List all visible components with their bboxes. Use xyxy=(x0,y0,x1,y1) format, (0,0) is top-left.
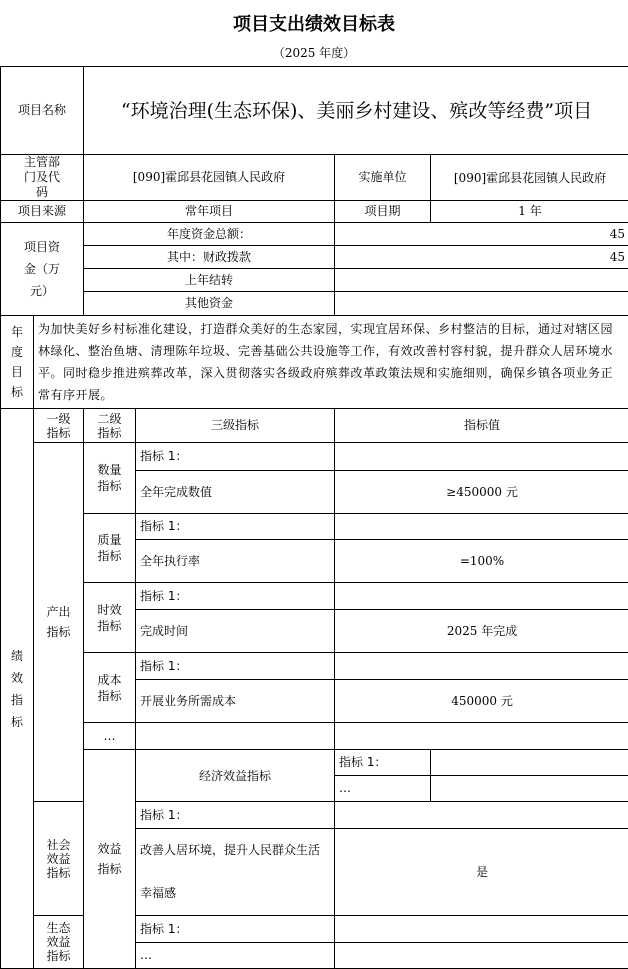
output-ellipsis: … xyxy=(84,723,136,750)
quality-name: 全年执行率 xyxy=(136,540,335,583)
quality-value: =100% xyxy=(335,540,628,583)
page-title: 项目支出绩效目标表 xyxy=(0,10,628,36)
benefit-label: 效益指标 xyxy=(84,750,136,969)
cost-name: 开展业务所需成本 xyxy=(136,680,335,723)
funds-carryover-value xyxy=(335,269,628,292)
ecological-index-value xyxy=(335,916,628,943)
header-value: 指标值 xyxy=(335,409,628,443)
performance-table xyxy=(0,66,628,969)
output-ellipsis-blank xyxy=(136,723,335,750)
quantity-index: 指标 1： xyxy=(136,443,335,471)
ecological-label: 生态效益指标 xyxy=(34,916,84,969)
quality-index: 指标 1： xyxy=(136,514,335,540)
social-value: 是 xyxy=(335,829,628,916)
goal-text: 为加快美好乡村标准化建设，打造群众美好的生态家园，实现宜居环保、乡村整洁的目标，通过对辖区园林绿化、整治鱼塘、清理陈年垃圾、完善基础公共设施等工作，有效改善村容村貌，提升群众人居环境水平。同时稳步推进殡葬改革，深入贯彻落实各级政府殡葬改革政策法规和实施细则，确保乡镇各项业务正常有序开展。 xyxy=(34,316,628,409)
social-index-value xyxy=(335,802,628,829)
year-label: （2025 年度） xyxy=(0,44,628,61)
cost-index-value xyxy=(335,653,628,680)
social-index: 指标 1： xyxy=(136,802,335,829)
ecological-more-value xyxy=(335,943,628,969)
funds-other-value xyxy=(335,292,628,316)
funds-total-value: 45 xyxy=(335,223,628,246)
economic-more: … xyxy=(335,776,431,802)
social-label: 社会效益指标 xyxy=(34,802,84,916)
funds-carryover-label: 上年结转 xyxy=(84,269,335,292)
quantity-value: ≥450000 元 xyxy=(335,471,628,514)
time-name: 完成时间 xyxy=(136,610,335,653)
period-value: 1 年 xyxy=(431,201,628,223)
cost-label: 成本指标 xyxy=(84,653,136,723)
ecological-more: … xyxy=(136,943,335,969)
quality-label: 质量指标 xyxy=(84,514,136,583)
economic-index-value xyxy=(431,750,628,776)
social-name: 改善人居环境，提升人民群众生活幸福感 xyxy=(136,829,335,916)
funds-fiscal-label: 其中：财政拨款 xyxy=(84,246,335,269)
impl-value: [090]霍邱县花园镇人民政府 xyxy=(431,155,628,201)
goal-label: 年度目标 xyxy=(1,316,34,409)
period-label: 项目期 xyxy=(335,201,431,223)
economic-label: 经济效益指标 xyxy=(136,750,335,802)
cost-index: 指标 1： xyxy=(136,653,335,680)
funds-total-label: 年度资金总额： xyxy=(84,223,335,246)
time-index-value xyxy=(335,583,628,610)
impl-label: 实施单位 xyxy=(335,155,431,201)
time-value: 2025 年完成 xyxy=(335,610,628,653)
header-level2: 二级指标 xyxy=(84,409,136,443)
dept-label: 主管部门及代码 xyxy=(1,155,84,201)
time-label: 时效指标 xyxy=(84,583,136,653)
economic-index: 指标 1： xyxy=(335,750,431,776)
header-level3: 三级指标 xyxy=(136,409,335,443)
cost-value: 450000 元 xyxy=(335,680,628,723)
quantity-label: 数量指标 xyxy=(84,443,136,514)
dept-value: [090]霍邱县花园镇人民政府 xyxy=(84,155,335,201)
source-value: 常年项目 xyxy=(84,201,335,223)
source-label: 项目来源 xyxy=(1,201,84,223)
output-label: 产出指标 xyxy=(34,443,84,802)
funds-label: 项目资金（万元） xyxy=(1,223,84,316)
economic-more-value xyxy=(431,776,628,802)
perf-label: 绩效指标 xyxy=(1,409,34,969)
header-level1: 一级指标 xyxy=(34,409,84,443)
funds-other-label: 其他资金 xyxy=(84,292,335,316)
project-name-label: 项目名称 xyxy=(1,67,84,155)
ecological-index: 指标 1： xyxy=(136,916,335,943)
output-ellipsis-value xyxy=(335,723,628,750)
quantity-name: 全年完成数值 xyxy=(136,471,335,514)
quantity-index-value xyxy=(335,443,628,471)
funds-fiscal-value: 45 xyxy=(335,246,628,269)
quality-index-value xyxy=(335,514,628,540)
time-index: 指标 1： xyxy=(136,583,335,610)
project-name-value: “环境治理(生态环保)、美丽乡村建设、殡改等经费”项目 xyxy=(84,67,628,155)
